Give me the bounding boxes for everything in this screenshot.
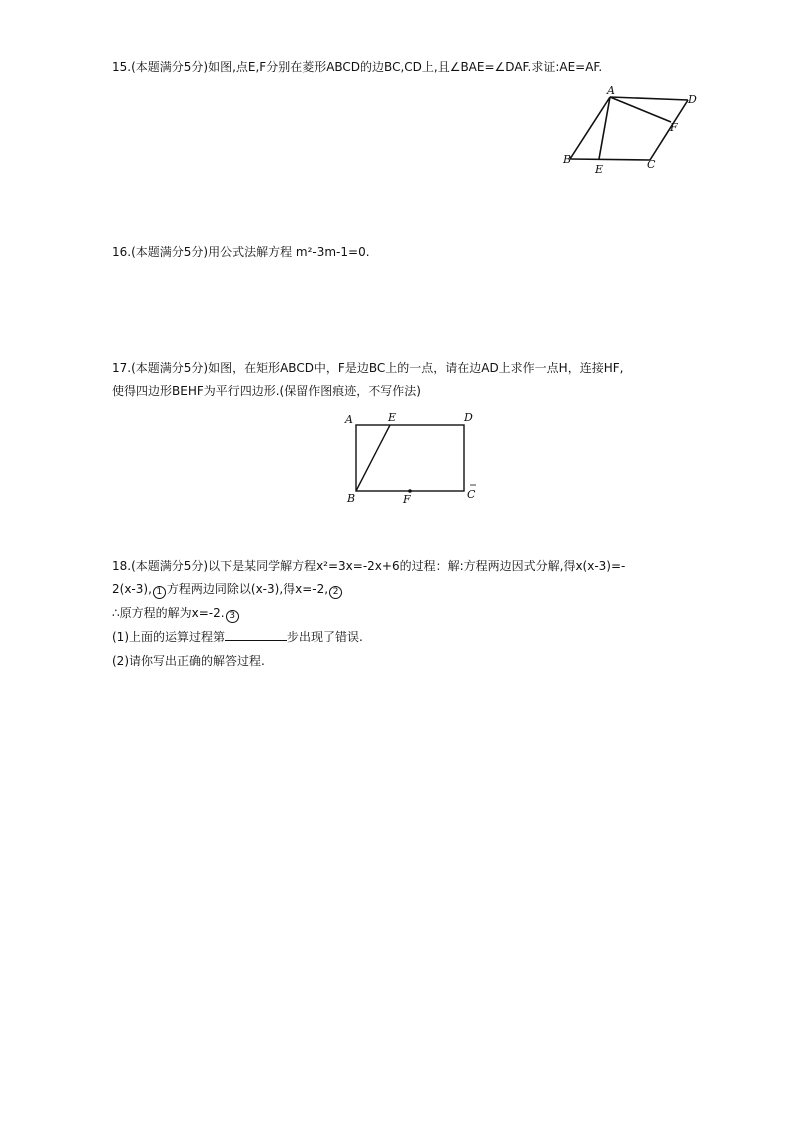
label-D: D [688, 93, 697, 106]
q18-part2: (2)请你写出正确的解答过程. [112, 654, 265, 668]
q18-line1: 18.(本题满分5分)以下是某同学解方程x²=3x=-2x+6的过程：解:方程两边因式分解,得x(x-3)=- [112, 559, 626, 573]
label-A: A [607, 84, 615, 97]
q17-rectangle-figure [340, 408, 485, 508]
q17-line1: 17.(本题满分5分)如图，在矩形ABCD中，F是边BC上的一点，请在边AD上求作一点H，连接HF, [112, 361, 624, 375]
rectangle-ABCD [356, 425, 464, 491]
step-marker-2: 2 [329, 586, 342, 599]
label-F: F [403, 493, 411, 506]
segment-BC [570, 159, 650, 160]
q18-part1-b: 步出现了错误. [287, 630, 363, 644]
label-E: E [595, 163, 604, 176]
label-F: F [670, 121, 678, 134]
segment-BE [356, 425, 390, 491]
q18-line2-a: 2(x-3), [112, 582, 152, 596]
q18-line2 [112, 581, 343, 599]
q16-text: 16.(本题满分5分)用公式法解方程 m²-3m-1=0. [112, 245, 370, 259]
q18-line3 [112, 605, 240, 623]
segment-CD [650, 100, 688, 160]
step-marker-3: 3 [226, 610, 239, 623]
step-marker-1: 1 [153, 586, 166, 599]
q18-line3-a: ∴原方程的解为x=-2. [112, 606, 225, 620]
label-B: B [563, 153, 572, 166]
label-C: C [647, 158, 656, 171]
q15-text: 15.(本题满分5分)如图,点E,F分别在菱形ABCD的边BC,CD上,且∠BAE=∠DAF.求证:AE=AF. [112, 60, 603, 74]
segment-AD [610, 97, 688, 100]
label-E: E [388, 411, 397, 424]
q15-rhombus-figure [560, 86, 710, 181]
label-B: B [347, 492, 356, 505]
q18-part1-a: (1)上面的运算过程第 [112, 630, 225, 644]
q18-part1 [112, 629, 363, 645]
q17-line2: 使得四边形BEHF为平行四边形.(保留作图痕迹，不写作法) [112, 384, 421, 398]
q18-line2-b: 方程两边同除以(x-3),得x=-2, [166, 582, 329, 596]
segment-AF [610, 97, 671, 122]
answer-blank[interactable] [225, 629, 287, 641]
label-C: C [467, 488, 476, 501]
label-A: A [345, 413, 353, 426]
label-D: D [464, 411, 473, 424]
